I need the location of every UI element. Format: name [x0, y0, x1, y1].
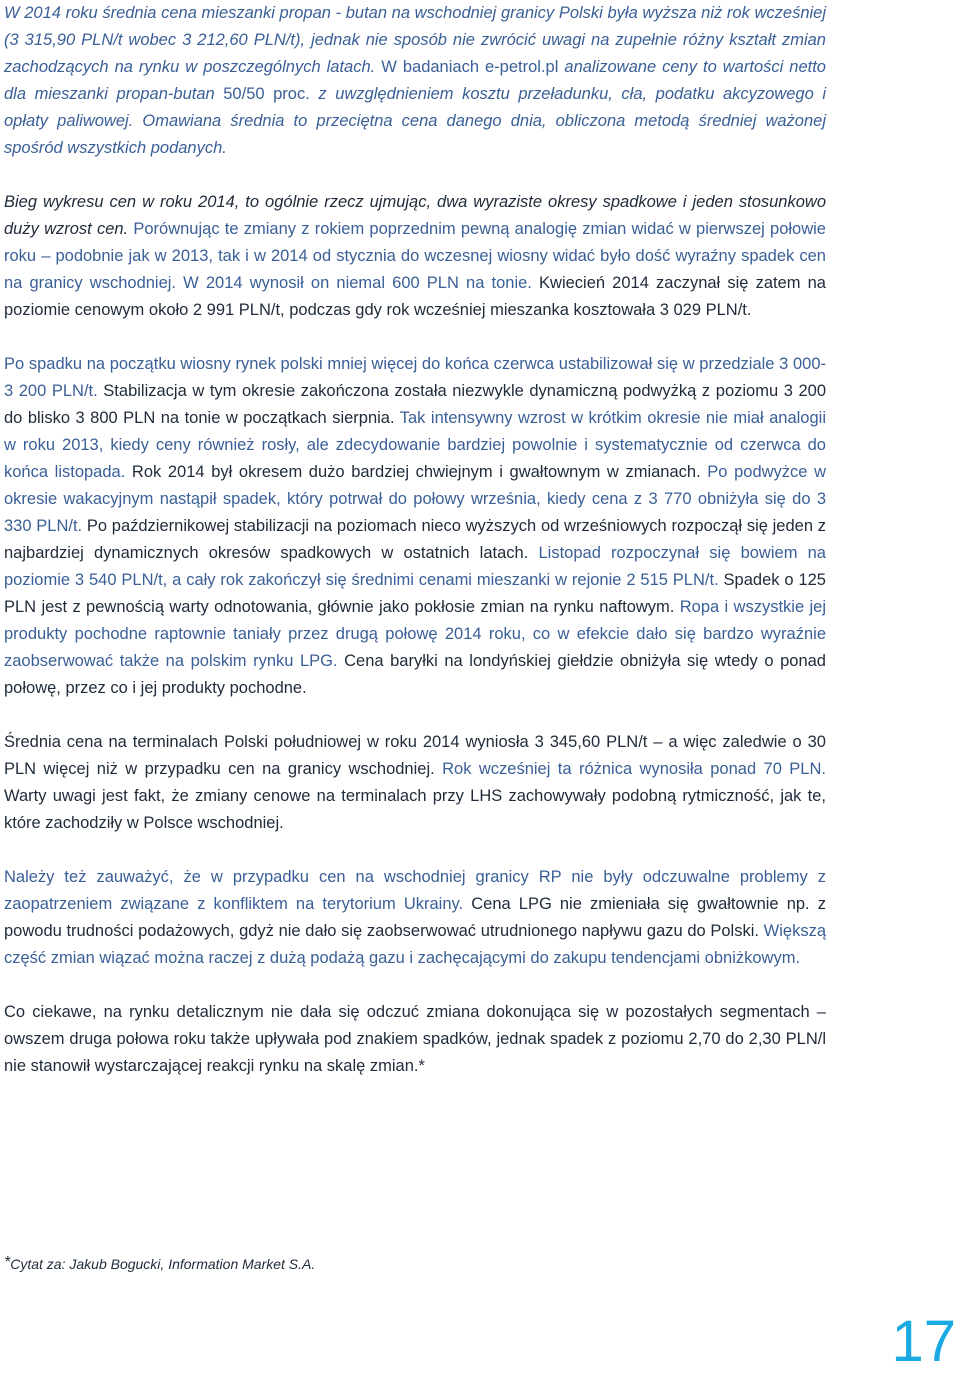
paragraph-gap — [4, 972, 826, 999]
paragraph-gap — [4, 702, 826, 729]
paragraph-gap — [4, 837, 826, 864]
text-segment: Po podwyżce w okresie wakacyjnym nastąpił spadek, który potrwał do połowy września, kiedy cena z 3 770 obniżyła się do 3 330 PLN/t. — [4, 463, 827, 535]
paragraph-1 — [4, 0, 826, 162]
paragraph-5 — [4, 864, 826, 972]
text-segment: Rok wcześniej ta różnica wynosiła ponad 70 PLN. — [434, 760, 826, 778]
text-segment: Po spadku na początku wiosny rynek polski mniej więcej do końca czerwca ustabilizował się w przedziale 3 000-3 200 PLN/t. — [4, 355, 826, 400]
text-segment: Spadek o 125 PLN jest z pewnością warty odnotowania, głównie jako pokłosie zmian na rynku naftowym. — [4, 571, 826, 616]
paragraph-6 — [4, 999, 826, 1080]
text-segment: Listopad rozpoczynał się bowiem na poziomie 3 540 PLN/t, a cały rok zakończył się średnimi cenami mieszanki w rejonie 2 515 PLN/t. — [4, 544, 826, 589]
text-segment: Tak intensywny wzrost w krótkim okresie nie miał analogii w roku 2013, kiedy ceny również rosły, ale zdecydowanie bardziej powolnie i systematycznie od czerwca do końca listopada. — [4, 409, 826, 481]
paragraph-gap — [4, 162, 826, 189]
document-body — [4, 0, 826, 1080]
text-segment: Średnia cena na terminalach Polski południowej w roku 2014 wyniosła 3 345,60 PLN/t – a więc zaledwie o 30 PLN więcej niż w przypadku cen na granicy wschodniej. — [4, 733, 826, 778]
footnote-text: Cytat za: Jakub Bogucki, Information Market S.A. — [10, 1256, 316, 1272]
text-segment: Co ciekawe, na rynku detalicznym nie dała się odczuć zmiana dokonująca się w pozostałych segmentach – owszem druga połowa roku także upływała pod znakiem spadków, jednak spadek z poziomu 2,70 do 2,30 PLN/l nie stanowił wystarczającej reakcji rynku na skalę zmian.* — [4, 1003, 826, 1075]
paragraph-3 — [4, 351, 826, 702]
text-segment: Ropa i wszystkie jej produkty pochodne raptownie taniały przez drugą połowę 2014 roku, co w efekcie dało się bardzo wyraźnie zaobserwować także na polskim rynku LPG. — [4, 598, 826, 670]
text-segment: Po październikowej stabilizacji na poziomach nieco wyższych od wrześniowych rozpoczął się jeden z najbardziej dynamicznych okresów spadkowych w ostatnich latach. — [4, 517, 826, 562]
paragraph-4 — [4, 729, 826, 837]
footnote — [4, 1253, 315, 1274]
text-segment: Kwiecień 2014 zaczynał się zatem na poziomie cenowym około 2 991 PLN/t, podczas gdy rok wcześniej mieszanka kosztowała 3 029 PLN/t. — [4, 274, 826, 319]
text-segment: Bieg wykresu cen w roku 2014, to ogólnie rzecz ujmując, dwa wyraziste okresy spadkowe i jeden stosunkowo duży wzrost cen. — [4, 193, 826, 238]
text-segment: Porównując te zmiany z rokiem poprzednim pewną analogię zmian widać w pierwszej połowie roku – podobnie jak w 2013, tak i w 2014 od stycznia do wczesnej wiosny widać było dość wyraźny spadek cen na granicy wschodniej. W 2014 wynosił on niemal 600 PLN na tonie. — [4, 220, 826, 292]
text-segment: Należy też zauważyć, że w przypadku cen na wschodniej granicy RP nie były odczuwalne problemy z zaopatrzeniem związane z konfliktem na terytorium Ukrainy. — [4, 868, 826, 913]
text-segment: Cena baryłki na londyńskiej giełdzie obniżyła się wtedy o ponad połowę, przez co i jej produkty pochodne. — [4, 652, 826, 697]
text-segment: Większą część zmian wiązać można raczej z dużą podażą gazu i zachęcającymi do zakupu tendencjami obniżkowym. — [4, 922, 826, 967]
text-segment: W 2014 roku średnia cena mieszanki propan - butan na wschodniej granicy Polski była wyższa niż rok wcześniej (3 315,90 PLN/t wobec 3 212,60 PLN/t), jednak nie sposób nie zwrócić uwagi na zupełnie różny kształt zmian zachodzących na rynku w poszczególnych latach. — [4, 4, 826, 76]
text-segment: 50/50 proc. — [214, 85, 310, 103]
paragraph-gap — [4, 324, 826, 351]
text-segment: analizowane ceny to wartości netto dla mieszanki propan-butan — [4, 58, 826, 103]
text-segment: Stabilizacja w tym okresie zakończona została niezwykle dynamiczną podwyżką z poziomu 3 200 do blisko 3 800 PLN na tonie w początkach sierpnia. — [4, 382, 826, 427]
text-segment: Rok 2014 był okresem dużo bardziej chwiejnym i gwałtownym w zmianach. — [125, 463, 701, 481]
footnote-mark: * — [4, 1254, 11, 1271]
text-segment: Cena LPG nie zmieniała się gwałtownie np. z powodu trudności podażowych, gdyż nie dało się zaobserwować utrudnionego napływu gazu do Polski. — [4, 895, 826, 940]
paragraph-2 — [4, 189, 826, 324]
page-number: 17 — [891, 1309, 956, 1374]
text-segment: W badaniach e-petrol.pl — [375, 58, 565, 76]
text-segment: z uwzględnieniem kosztu przeładunku, cła, podatku akcyzowego i opłaty paliwowej. Omawiana średnia to przeciętna cena danego dnia, obliczona metodą średniej ważonej spośród wszystkich podanych. — [4, 85, 826, 157]
text-segment: Warty uwagi jest fakt, że zmiany cenowe na terminalach przy LHS zachowywały podobną rytmiczność, jak te, które zachodziły w Polsce wschodniej. — [4, 787, 826, 832]
